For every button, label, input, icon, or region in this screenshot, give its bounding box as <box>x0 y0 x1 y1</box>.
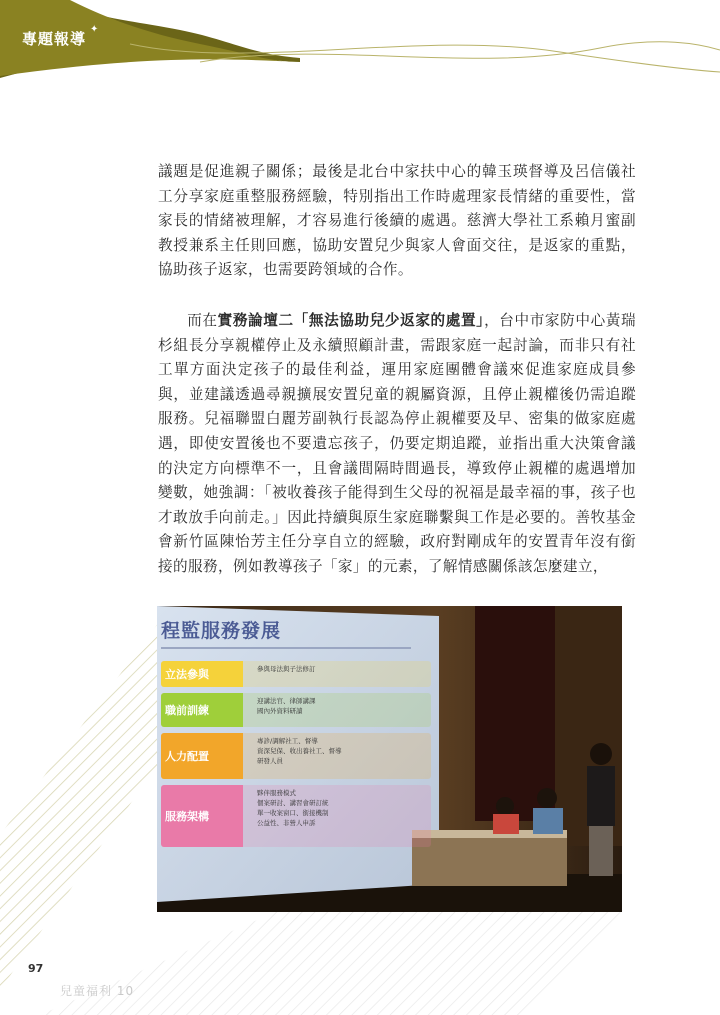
slide-row <box>161 785 431 847</box>
slide-row-label: 立法參與 <box>161 661 243 687</box>
slide-row-item: 單一收案窗口、銜接機制 <box>257 809 329 817</box>
header-wave <box>0 0 720 90</box>
slide-row-item: 迎講法官、律師講課 <box>257 697 316 705</box>
article-body <box>158 160 636 580</box>
slide-rows <box>161 661 431 847</box>
page-number: 97 <box>28 962 44 975</box>
sparkle-icon: ✦ <box>90 24 99 35</box>
header-band <box>0 0 720 90</box>
slide-title: 程監服務發展 <box>161 620 282 642</box>
slide-row-label: 人力配置 <box>161 733 243 779</box>
paragraph-2-body: ，台中市家防中心黃瑞杉組長分享親權停止及永續照顧計畫，需跟家庭一起討論，而非只有社工單方面決定孩子的最佳利益，運用家庭團體會議來促進家庭成員參與，並建議透過尋親擴展安置兒童的親屬資源，且停止親權後仍需追蹤服務。兒福聯盟白麗芳副執行長認為停止親權要及早、密集的做家庭處遇，即使安置後也不要遺忘孩子，仍要定期追蹤，並指出重大決策會議的決定方向標準不一，且會議間隔時間過長，導致停止親權的處遇增加變數，她強調：「被收養孩子能得到生父母的祝福是最幸福的事，孩子也才敢放手向前走。」因此持續與原生家庭聯繫與工作是必要的。善牧基金會新竹區陳怡芳主任分享自立的經驗，政府對剛成年的安置青年沒有銜接的服務，例如教導孩子「家」的元素，了解情感關係該怎麼建立， <box>158 311 636 575</box>
slide-row-item: 夥伴服務模式 <box>257 789 296 797</box>
slide-row-item: 國內外資料研讀 <box>257 707 303 715</box>
slide-divider <box>161 647 411 649</box>
slide-row-item: 個案研討、講習會研訂統 <box>257 799 329 807</box>
slide-row-item: 研發人員 <box>257 757 283 765</box>
slide <box>161 616 431 853</box>
slide-row-item: 公益性、非營人申訴 <box>257 819 316 827</box>
slide-row-items <box>243 661 316 687</box>
journal-name: 兒童福利 10 <box>60 984 135 998</box>
forum-title: 實務論壇二「無法協助兒少返家的處置」 <box>217 311 485 329</box>
paragraph-2 <box>158 309 636 580</box>
slide-row-items <box>243 733 342 779</box>
paragraph-2-lead: 而在 <box>187 311 218 329</box>
section-label: 專題報導 <box>22 30 87 48</box>
slide-row <box>161 693 431 727</box>
slide-row-items <box>243 785 329 847</box>
slide-row-label: 服務架構 <box>161 785 243 847</box>
slide-row <box>161 733 431 779</box>
paragraph-1: 議題是促進親子關係；最後是北台中家扶中心的韓玉瑛督導及呂信儀社工分享家庭重整服務經驗，特別指出工作時處理家長情緒的重要性，當家長的情緒被理解，才容易進行後續的處遇。慈濟大學社工系賴月蜜副教授兼系主任則回應，協助安置兒少與家人會面交往，是返家的重點，協助孩子返家，也需要跨領域的合作。 <box>158 163 636 279</box>
slide-row-item: 參與母法與子法修訂 <box>257 665 316 673</box>
slide-row-item: 專診/調解社工、督導 <box>257 737 318 745</box>
slide-row <box>161 661 431 687</box>
slide-row-label: 職前訓練 <box>161 693 243 727</box>
slide-row-item: 資深兒保、收出養社工、督導 <box>257 747 342 755</box>
conference-photo <box>157 606 622 912</box>
slide-row-items <box>243 693 316 727</box>
